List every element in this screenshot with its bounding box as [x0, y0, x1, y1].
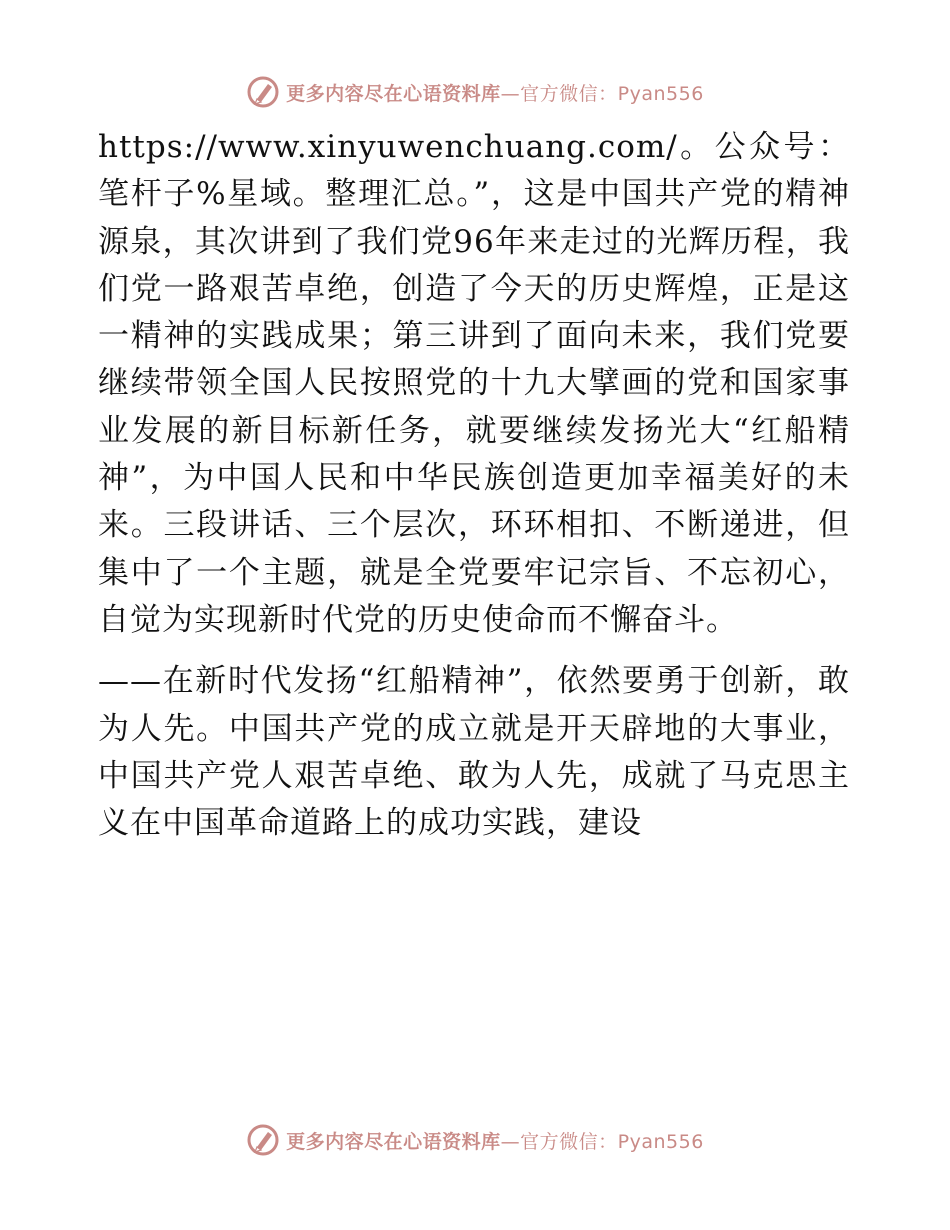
body-paragraph-1: https://www.xinyuwenchuang.com/。公众号：笔杆子%星域。整理汇总。”，这是中国共产党的精神源泉，其次讲到了我们党96年来走过的光辉历程，我们党一路艰苦卓绝，创造了今天的历史辉煌，正是这一精神的实践成果；第三讲到了面向未来，我们党要继续带领全国人民按照党的十九大擘画的党和国家事业发展的新目标新任务，就要继续发扬光大“红船精神”，为中国人民和中华民族创造更加幸福美好的未来。三段讲话、三个层次，环环相扣、不断递进，但集中了一个主题，就是全党要牢记宗旨、不忘初心，自觉为实现新时代党的历史使命而不懈奋斗。 [98, 129, 850, 638]
header-watermark-banner [0, 72, 950, 112]
header-contact-text: 官方微信：Pyan556 [520, 82, 704, 105]
pen-logo-icon [246, 75, 280, 109]
document-body [98, 124, 850, 847]
header-dash: — [500, 82, 521, 105]
footer-banner-text [286, 1127, 704, 1154]
header-brand-text: 更多内容尽在心语资料库 [286, 82, 501, 105]
footer-watermark-banner [0, 1120, 950, 1160]
pen-logo-icon [246, 1123, 280, 1157]
footer-brand-text: 更多内容尽在心语资料库 [286, 1130, 501, 1153]
footer-contact-text: 官方微信：Pyan556 [520, 1130, 704, 1153]
footer-dash: — [500, 1130, 521, 1153]
body-paragraph-2: ——在新时代发扬“红船精神”，依然要勇于创新，敢为人先。中国共产党的成立就是开天辟地的大事业，中国共产党人艰苦卓绝、敢为人先，成就了马克思主义在中国革命道路上的成功实践，建设 [98, 663, 850, 842]
header-banner-text [286, 79, 704, 106]
